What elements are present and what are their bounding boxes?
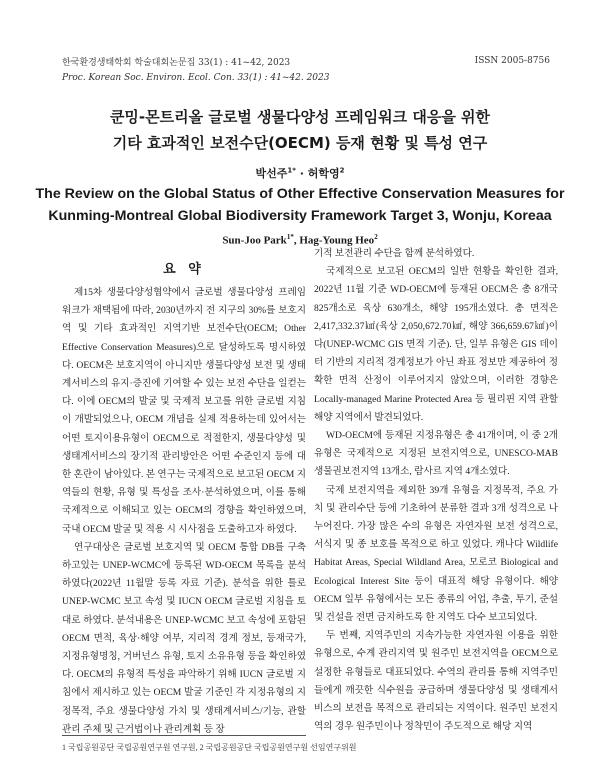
author-separator: · — [295, 167, 308, 180]
journal-name-korean: 한국환경생태학회 학술대회논문집 33(1) : 41~42, 2023 — [62, 58, 291, 68]
author-2-korean: 허학영 — [307, 167, 340, 180]
right-text-column — [314, 245, 558, 736]
left-paragraph-1: 제15차 생물다양성협약에서 글로벌 생물다양성 프레임워크가 채택됨에 따라, 2030년까지 전 지구의 30%를 보호지역 및 기타 효과적인 지역기반 보전수단(OECM; Other Effective Conservation Measures)으로 달성하도록 명시하였다. OECM은 보호지역이 아니지만 생물다양성 보전 및 생태계서비스의 유지·증진에 기여할 수 있는 보전 수단을 일컫는다. 이에 OECM의 발굴 및 국제적 보고를 위한 글로벌 지침이 개발되었으나, OECM 개념을 실제 적용하는데 있어서는 어떤 토지이용유형이 OECM으로 적절한지, 생물다양성 및 생태계서비스의 장기적 관리방안은 어떤 수준인지 등에 대한 혼란이 남아있다. 본 연구는 국제적으로 보고된 OECM 지역들의 현황, 유형 및 특성을 조사·분석하였으며, 이를 통해 국제적으로 이해되고 있는 OECM의 경향을 확인하였으며, 국내 OECM 발굴 및 적용 시 시사점을 도출하고자 하였다. — [62, 287, 306, 535]
english-title-line-2: Kunming-Montreal Global Biodiversity Framework Target 3, Wonju, Koreaa — [48, 208, 552, 224]
journal-header — [62, 56, 329, 86]
journal-name-english: Proc. Korean Soc. Environ. Ecol. Con. 33(1) : 41~42. 2023 — [62, 73, 330, 83]
left-text-column — [62, 266, 306, 739]
right-paragraph-3: WD-OECM에 등재된 지정유형은 총 41개이며, 이 중 2개 유형은 국제적으로 지정된 보전지역으로, UNESCO-MAB 생물권보전지역 13개소, 람사르 지역 4개소였다. — [314, 430, 558, 478]
author-1-english-mark: 1* — [286, 233, 294, 241]
author-1-affiliation-mark: 1* — [287, 166, 296, 175]
right-paragraph-4: 국제 보전지역을 제외한 39개 유형을 지정목적, 주요 가치 및 관리수단 등에 기초하여 분류한 결과 3개 성격으로 나누어진다. 가장 많은 수의 유형은 자연자원 보전 성격으로, 서식지 및 종 보호를 목적으로 하고 있었다. 캐나다 Wildlife Habitat Areas, Special Wildland Area, 모로코 Biological and Ecological Interest Site 등이 대표적 해당 유형이다. 해양OECM 일부 유형에서는 모든 종류의 어업, 추출, 투기, 준설 및 건설을 전면 금지하도록 한 지역도 다수 보고되었다. — [314, 484, 558, 624]
korean-title-line-2: 기타 효과적인 보전수단(OECM) 등재 현황 및 특성 연구 — [112, 134, 488, 152]
author-2-english-mark: 2 — [374, 233, 378, 241]
affiliation-footnote: 1 국립공원공단 국립공원연구원 연구원, 2 국립공원공단 국립공원연구원 선임연구위원 — [62, 743, 357, 752]
right-paragraph-2: 국제적으로 보고된 OECM의 일반 현황을 확인한 결과, 2022년 11월 기준 WD-OECM에 등재된 OECM은 총 8개국 825개소로 육상 630개소, 해양 195개소였다. 총 면적은 2,417,332.37㎢(육상 2,050,672.70㎢, 해양 366,659.67㎢)이다(UNEP-WCMC GIS 면적 기준). 단, 일부 유형은 GIS 데이터 기반의 지리적 경계정보가 아닌 좌표 정보만 제공하여 정확한 면적 산정이 이루어지지 않았으며, 이러한 경향은 Locally-managed Marine Protected Area 등 필리핀 지역 관할 해양 지역에서 발견되었다. — [314, 266, 558, 423]
footnote-divider — [62, 735, 306, 736]
left-paragraph-2: 연구대상은 글로벌 보호지역 및 OECM 통합 DB를 구축하고있는 UNEP-WCMC에 등록된 WD-OECM 목록을 분석하였다(2022년 11월말 등록 자료 기준). 분석을 위한 틀로 UNEP-WCMC 보고 속성 및 IUCN OECM 글로벌 지침을 토대로 하였다. 분석내용은 UNEP-WCMC 보고 속성에 포함된 OECM 면적, 육상·해양 여부, 지리적 경계 정보, 등재국가, 지정유형명칭, 거버넌스 유형, 토지 소유유형 등을 확인하였다. OECM의 유형적 특성을 파악하기 위해 IUCN 글로벌 지침에서 제시하고 있는 OECM 발굴 기준인 각 지정유형의 지정목적, 주요 생물다양성 가치 및 생태계서비스/기능, 관할관리 주체 및 근거법이나 관리계획 등 장 — [62, 541, 306, 735]
author-1-english: Sun-Joo Park — [222, 234, 287, 247]
author-1-korean: 박선주 — [255, 167, 288, 180]
author-separator-english: , — [293, 234, 300, 247]
korean-title-line-1: 쿤밍-몬트리올 글로벌 생물다양성 프레임워크 대응을 위한 — [109, 108, 491, 126]
right-paragraph-1: 기적 보전관리 수단을 함께 분석하였다. — [314, 248, 475, 259]
author-2-english: Hag-Young Heo — [299, 234, 375, 247]
issn-label: ISSN 2005-8756 — [474, 56, 550, 66]
korean-authors — [0, 165, 600, 181]
english-title-line-1: The Review on the Global Status of Other Effective Conservation Measures for — [35, 186, 565, 202]
right-paragraph-5: 두 번째, 지역주민의 지속가능한 자연자원 이용을 위한 유형으로, 수계 관리지역 및 원주민 보전지역을 OECM으로 설정한 유형들로 대표되었다. 수역의 관리를 통해 지역주민들에게 깨끗한 식수원을 공급하며 생물다양성 및 생태계서비스의 보전을 목적으로 관리되는 지역이다. 원주민 보전지역의 경우 원주민이나 정착민이 주도적으로 해당 지역 — [314, 630, 558, 733]
abstract-heading: 요 약 — [163, 262, 205, 277]
author-2-affiliation-mark: 2 — [339, 166, 345, 175]
